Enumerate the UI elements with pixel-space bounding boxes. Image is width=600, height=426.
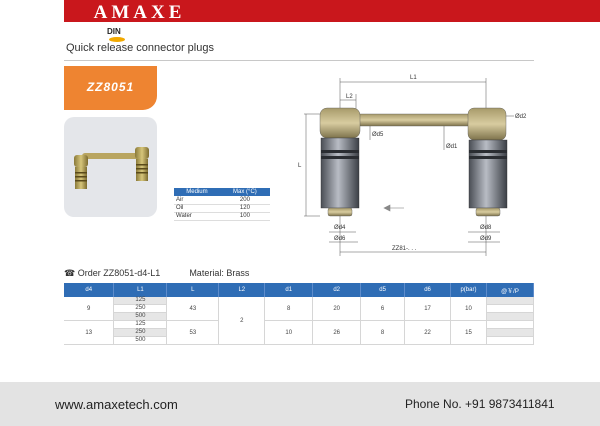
d4-cell: 13 bbox=[64, 321, 114, 345]
d4-cell: 9 bbox=[64, 297, 114, 321]
medium-temperature-table bbox=[174, 188, 270, 221]
temp-cell: 120 bbox=[220, 204, 270, 212]
table-row bbox=[64, 321, 534, 329]
table-row bbox=[174, 196, 270, 204]
product-photo bbox=[64, 117, 157, 217]
label-d2: Ød2 bbox=[515, 114, 527, 120]
pressure-cell: 15 bbox=[451, 321, 487, 345]
label-part: ZZ81-. . . bbox=[392, 246, 417, 252]
medium-cell: Oil bbox=[174, 204, 220, 212]
l-cell: 43 bbox=[167, 297, 219, 321]
d6-cell: 17 bbox=[405, 297, 451, 321]
phone-number: Phone No. +91 9873411841 bbox=[405, 397, 555, 411]
table-row bbox=[174, 204, 270, 212]
label-d1: Ød1 bbox=[446, 144, 458, 150]
model-number: ZZ8051 bbox=[86, 80, 135, 94]
price-cell bbox=[486, 305, 533, 313]
label-d8: Ød8 bbox=[480, 225, 492, 231]
table-row bbox=[64, 297, 534, 305]
website-link[interactable]: www.amaxetech.com bbox=[55, 397, 178, 412]
temp-cell: 200 bbox=[220, 196, 270, 204]
l-cell: 53 bbox=[167, 321, 219, 345]
label-d6: Ød6 bbox=[334, 236, 346, 242]
col-header: d1 bbox=[265, 283, 313, 297]
col-header: d6 bbox=[405, 283, 451, 297]
medium-header: Medium bbox=[174, 188, 220, 196]
temp-cell: 100 bbox=[220, 212, 270, 220]
col-header: d5 bbox=[361, 283, 405, 297]
d1-cell: 8 bbox=[265, 297, 313, 321]
order-line bbox=[64, 268, 249, 279]
l1-cell: 125 bbox=[114, 297, 167, 305]
din-badge bbox=[107, 28, 125, 38]
price-cell bbox=[486, 321, 533, 329]
product-subtitle: Quick release connector plugs bbox=[66, 42, 214, 54]
order-code: Order ZZ8051-d4-L1 bbox=[77, 268, 161, 278]
l1-cell: 250 bbox=[114, 329, 167, 337]
l1-cell: 250 bbox=[114, 305, 167, 313]
right-head bbox=[468, 108, 506, 140]
left-elbow bbox=[320, 108, 360, 138]
medium-cell: Air bbox=[174, 196, 220, 204]
din-label: DIN bbox=[107, 27, 121, 36]
l1-cell: 500 bbox=[114, 337, 167, 345]
max-temp-header: Max (°C) bbox=[220, 188, 270, 196]
price-cell bbox=[486, 297, 533, 305]
flow-arrow-icon bbox=[384, 205, 404, 211]
d2-cell: 26 bbox=[313, 321, 361, 345]
brand-name: AMAXE bbox=[93, 2, 186, 23]
left-coupling-body bbox=[321, 138, 359, 208]
footer bbox=[0, 382, 600, 426]
label-d9: Ød9 bbox=[480, 236, 492, 242]
col-header: p(bar) bbox=[451, 283, 487, 297]
col-header: @￥/P bbox=[486, 283, 533, 297]
technical-drawing bbox=[296, 70, 536, 260]
right-nipple bbox=[476, 208, 500, 216]
l1-cell: 125 bbox=[114, 321, 167, 329]
label-l1: L1 bbox=[410, 75, 417, 81]
material-label: Material: Brass bbox=[189, 268, 250, 278]
label-d4: Ød4 bbox=[334, 225, 346, 231]
header-stripe bbox=[215, 0, 600, 22]
label-l: L bbox=[298, 163, 302, 169]
label-l2: L2 bbox=[346, 94, 353, 100]
l2-cell: 2 bbox=[219, 297, 265, 345]
phone-icon: ☎ bbox=[64, 268, 76, 278]
model-tab bbox=[64, 66, 157, 110]
medium-cell: Water bbox=[174, 212, 220, 220]
col-header: L2 bbox=[219, 283, 265, 297]
col-header: d2 bbox=[313, 283, 361, 297]
col-header: d4 bbox=[64, 283, 114, 297]
col-header: L1 bbox=[114, 283, 167, 297]
price-cell bbox=[486, 329, 533, 337]
label-d5: Ød5 bbox=[372, 132, 384, 138]
price-cell bbox=[486, 313, 533, 321]
d2-cell: 20 bbox=[313, 297, 361, 321]
pressure-cell: 10 bbox=[451, 297, 487, 321]
left-nipple bbox=[328, 208, 352, 216]
dimensions-table bbox=[64, 283, 534, 345]
brand-logo bbox=[64, 0, 215, 22]
d5-cell: 6 bbox=[361, 297, 405, 321]
d1-cell: 10 bbox=[265, 321, 313, 345]
table-row bbox=[174, 212, 270, 220]
d6-cell: 22 bbox=[405, 321, 451, 345]
connector-photo-illustration bbox=[64, 117, 157, 217]
col-header: L bbox=[167, 283, 219, 297]
l1-cell: 500 bbox=[114, 313, 167, 321]
header-divider bbox=[64, 60, 534, 61]
price-cell bbox=[486, 337, 533, 345]
d5-cell: 8 bbox=[361, 321, 405, 345]
